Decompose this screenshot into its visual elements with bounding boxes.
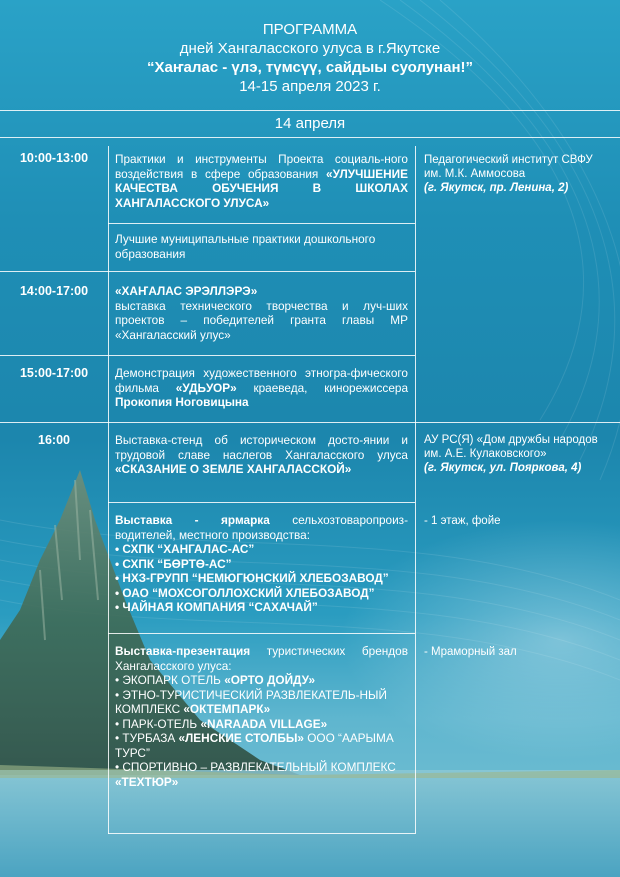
event-description: Лучшие муниципальные практики дошкольного образования [115,232,376,261]
program-title: ПРОГРАММА [262,21,358,38]
column-divider-left [108,146,109,834]
event-description: Демонстрация художественного этногра-фического фильма «УДЬУОР» краеведа, кинорежиссера Прокопия Ноговицына [115,366,409,409]
row-divider [0,422,620,423]
time-slot: 16:00 [38,433,70,447]
brand-item: • ЭТНО-ТУРИСТИЧЕСКИЙ РАЗВЛЕКАТЕЛЬ-НЫЙ КОМПЛЕКС «ОКТЕМПАРК» [115,687,387,716]
fair-item: • СХПК “ХАНГАЛАС-АС” [115,542,255,556]
brand-item: • СПОРТИВНО – РАЗВЛЕКАТЕЛЬНЫЙ КОМПЛЕКС «ТЕХТЮР» [115,760,396,789]
day-heading: 14 апреля [0,110,620,138]
fair-item: • ОАО “МОХСОГОЛЛОХСКИЙ ХЛЕБОЗАВОД” [115,585,375,600]
program-motto: “Хаҥалас - үлэ, түмсүү, сайдыы суолунан!” [146,59,473,76]
brand-item: • ПАРК-ОТЕЛЬ «NARAADA VILLAGE» [115,716,328,731]
time-slot: 15:00-17:00 [19,366,89,380]
fair-description: Выставка - ярмарка сельхозтоваропроиз-водителей, местного производства: • СХПК “ХАНГАЛАС-АС” • СХПК “БӨРТӨ-АС” • НХЗ-ГРУПП “НЕМЮГЮНСКИЙ ХЛЕБОЗАВОД” • ОАО “МОХСОГОЛЛОХСКИЙ ХЛЕБОЗАВОД” • ЧАЙНАЯ КОМПАНИЯ “САХАЧАЙ” [115,513,409,614]
row-divider [108,633,415,634]
presentation-venue: - Мраморный зал [424,646,517,658]
fair-venue: - 1 этаж, фойе [424,515,501,527]
row-divider [108,223,415,224]
program-header [0,20,620,96]
event-venue: АУ РС(Я) «Дом дружбы народов им. А.Е. Кулаковского» (г. Якутск, ул. Пояркова, 4) [424,434,598,474]
fair-item: • СХПК “БӨРТӨ-АС” [115,556,232,571]
event-description: Практики и инструменты Проекта социаль-ного воздействия в сфере образования «УЛУЧШЕНИЕ КАЧЕСТВА ОБУЧЕНИЯ В ШКОЛАХ ХАНГАЛАССКОГО УЛУСА» [115,152,408,210]
row-divider [0,355,415,356]
fair-item: • ЧАЙНАЯ КОМПАНИЯ “САХАЧАЙ” [115,600,318,614]
program-subtitle: дней Хангаласского улуса в г.Якутске [179,40,441,57]
program-dates: 14-15 апреля 2023 г. [239,78,381,95]
presentation-description: Выставка-презентация туристических брендов Хангаласского улуса: • ЭКОПАРК ОТЕЛЬ «ОРТО ДОЙДУ» • ЭТНО-ТУРИСТИЧЕСКИЙ РАЗВЛЕКАТЕЛЬ-НЫЙ КОМПЛЕКС «ОКТЕМПАРК» • ПАРК-ОТЕЛЬ «NARAADA VILLAGE» • ТУРБАЗА «ЛЕНСКИЕ СТОЛБЫ» ООО “ААРЫМА ТУРС” • СПОРТИВНО – РАЗВЛЕКАТЕЛЬНЫЙ КОМПЛЕКС «ТЕХТЮР» [115,644,409,789]
column-divider-right [415,146,416,834]
time-slot: 10:00-13:00 [19,151,89,165]
event-venue: Педагогический институт СВФУ им. М.К. Аммосова (г. Якутск, пр. Ленина, 2) [424,154,593,194]
event-description: «ХАҤАЛАС ЭРЭЛЛЭРЭ» выставка технического творчества и луч-ших проектов – победителей гранта главы МР «Хангаласский улус» [115,284,408,342]
time-slot: 14:00-17:00 [19,284,89,298]
event-description: Выставка-стенд об историческом досто-янии и трудовой славе наслегов Хангаласского улуса «СКАЗАНИЕ О ЗЕМЛЕ ХАНГАЛАССКОЙ» [115,433,408,476]
fair-item: • НХЗ-ГРУПП “НЕМЮГЮНСКИЙ ХЛЕБОЗАВОД” [115,571,389,585]
brand-item: • ЭКОПАРК ОТЕЛЬ «ОРТО ДОЙДУ» [115,673,316,687]
row-divider [108,502,415,503]
row-divider [108,833,415,834]
brand-item: • ТУРБАЗА «ЛЕНСКИЕ СТОЛБЫ» ООО “ААРЫМА ТУРС” [115,731,394,760]
row-divider [0,271,415,272]
